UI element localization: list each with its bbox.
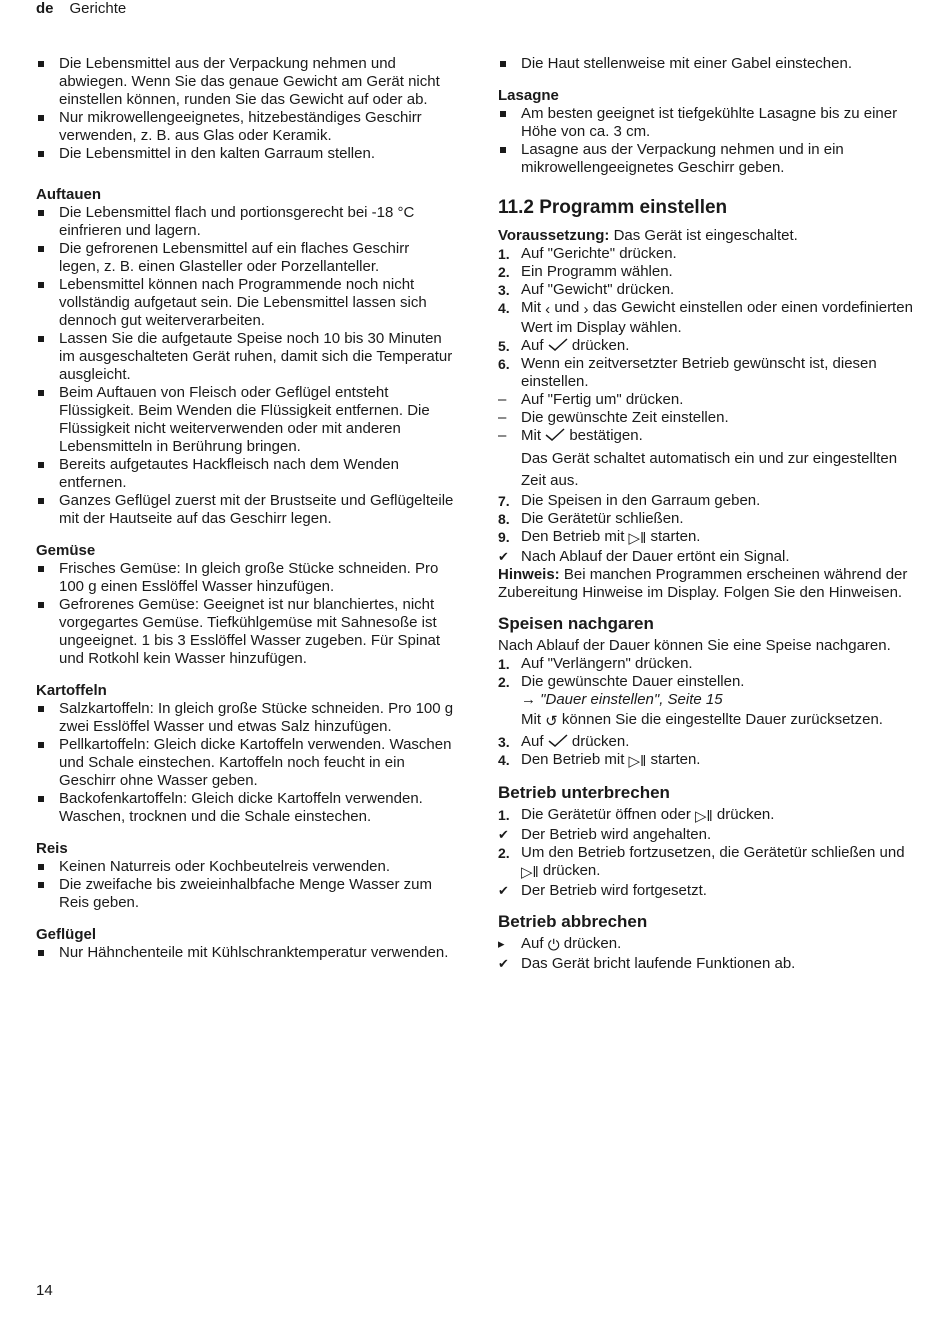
check-icon [548,338,568,352]
result-item: ✔ Der Betrieb wird angehalten. [498,826,712,843]
step-item: 2. Die gewünschte Dauer einstellen. [498,673,745,690]
gefluegel-continued-list [498,55,918,73]
unterbrechen-steps [498,806,918,826]
result-item: ✔ Das Gerät bricht laufende Funktionen ab. [498,955,796,972]
hint-label: Hinweis: [498,566,560,583]
heading-auftauen: Auftauen [36,186,101,203]
precondition-text: Das Gerät ist eingeschaltet. [613,227,798,244]
heading-gefluegel: Geflügel [36,926,97,943]
list-item: Bereits aufgetautes Hackfleisch nach dem Wenden entfernen. [36,456,454,492]
intro-list [36,55,454,163]
play-pause-icon: ▷‖ [628,753,647,770]
power-icon: ⏻ [547,937,560,954]
page-header [36,0,126,20]
step-item: 5. Auf drücken. [498,337,630,354]
step-note: Das Gerät schaltet automatisch ein und zur eingestellten Zeit aus. [521,450,898,489]
list-item: Am besten geeignet ist tiefgekühlte Lasagne bis zu einer Höhe von ca. 3 cm. [498,105,918,141]
gefluegel-list [36,944,454,962]
list-item: Frisches Gemüse: In gleich große Stücke schneiden. Pro 100 g einen Esslöffel Wasser hinzufügen. [36,560,454,596]
result-item: ✔ Der Betrieb wird fortgesetzt. [498,882,707,899]
list-item: Gefrorenes Gemüse: Geeignet ist nur blanchiertes, nicht vorgegartes Gemüse. Tiefkühlgemüse mit Sahnesoße ist ungeeignet. 1 bis 3 Esslöffel Wasser zugeben. Für Spinat und Rotkohl kein Wasser hinzufügen. [36,596,454,668]
language-code: de [36,0,54,17]
list-item: Die zweifache bis zweieinhalbfache Menge Wasser zum Reis geben. [36,876,454,912]
list-item: Beim Auftauen von Fleisch oder Geflügel entsteht Flüssigkeit. Beim Wenden die Flüssigkeit entfernen. Die Flüssigkeit nicht weiterverwenden oder mit anderen Lebensmitteln in Berührung bringen. [36,384,454,456]
kartoffeln-list [36,700,454,826]
reis-list [36,858,454,912]
step-item: 9. Den Betrieb mit ▷‖ starten. [498,528,701,547]
step-item: 2. Um den Betrieb fortzusetzen, die Gerätetür schließen und ▷‖ drücken. [498,844,905,881]
play-pause-icon: ▷‖ [521,864,539,881]
chevron-right-icon: › [583,301,589,318]
step-item: 8. Die Gerätetür schließen. [498,510,684,527]
play-pause-icon: ▷‖ [695,808,713,825]
heading-lasagne: Lasagne [498,87,559,104]
check-icon [548,734,568,748]
step-arrow-icon: ▸ [498,936,505,951]
heading-kartoffeln: Kartoffeln [36,682,107,699]
heading-abbrechen: Betrieb abbrechen [498,912,648,931]
list-item: Keinen Naturreis oder Kochbeutelreis verwenden. [36,858,454,876]
result-check-icon: ✔ [498,956,509,971]
step-item: 1. Die Gerätetür öffnen oder ▷‖ drücken. [498,806,775,825]
right-column [498,55,918,973]
step-item: 4. Den Betrieb mit ▷‖ starten. [498,751,701,770]
cross-reference-link[interactable]: → "Dauer einstellen", Seite 15 [521,691,723,708]
step-item: ▸ Auf ⏻ drücken. [498,935,622,954]
hint [498,566,918,602]
list-item: Nur mikrowellengeeignetes, hitzebeständiges Geschirr verwenden, z. B. aus Glas oder Keramik. [36,109,454,145]
heading-reis: Reis [36,840,68,857]
result-item: ✔ Nach Ablauf der Dauer ertönt ein Signal. [498,548,790,565]
list-item: Die Lebensmittel in den kalten Garraum stellen. [36,145,454,163]
chevron-left-icon: ‹ [545,301,551,318]
heading-nachgaren: Speisen nachgaren [498,614,654,633]
heading-unterbrechen: Betrieb unterbrechen [498,783,670,802]
gemuese-list [36,560,454,668]
step-item: 6. Wenn ein zeitversetzter Betrieb gewünscht ist, diesen einstellen. [498,355,877,390]
substep-item: – Die gewünschte Zeit einstellen. [498,409,729,426]
section-title-programm: 11.2 Programm einstellen [498,197,728,218]
list-item: Salzkartoffeln: In gleich große Stücke schneiden. Pro 100 g zwei Esslöffel Wasser und etwas Salz hinzufügen. [36,700,454,736]
reset-timer-icon: ↺ [545,713,558,730]
reset-note: Mit ↺ können Sie die eingestellte Dauer zurücksetzen. [498,709,918,733]
arrow-right-icon: → [521,691,536,708]
left-column [36,55,454,962]
unterbrechen-result-1 [498,826,918,844]
list-item: Lebensmittel können nach Programmende noch nicht vollständig aufgetaut sein. Die Lebensmittel lassen sich dennoch gut weiterverarbeiten. [36,276,454,330]
step-item: 1. Auf "Verlängern" drücken. [498,655,693,672]
check-icon [545,428,565,442]
list-item: Pellkartoffeln: Gleich dicke Kartoffeln verwenden. Waschen und Schale einstechen. Kartoffeln noch feucht in ein Geschirr ohne Wasser geben. [36,736,454,790]
hint-text: Bei manchen Programmen erscheinen während der Zubereitung Hinweise im Display. Folgen Sie den Hinweisen. [498,566,908,601]
section-name: Gerichte [69,0,127,17]
step-item: 1. Auf "Gerichte" drücken. [498,245,677,262]
precondition [498,227,918,245]
nachgaren-steps [498,655,918,691]
list-item: Lasagne aus der Verpackung nehmen und in ein mikrowellengeeignetes Geschirr geben. [498,141,918,177]
list-item: Ganzes Geflügel zuerst mit der Brustseite und Geflügelteile mit der Hautseite auf das Geschirr legen. [36,492,454,528]
auftauen-list [36,204,454,528]
list-item: Backofenkartoffeln: Gleich dicke Kartoffeln verwenden. Waschen, trocknen und die Schale einstechen. [36,790,454,826]
list-item: Die gefrorenen Lebensmittel auf ein flaches Geschirr legen, z. B. einen Glasteller oder Porzellanteller. [36,240,454,276]
result-check-icon: ✔ [498,883,509,898]
lasagne-list [498,105,918,177]
list-item: Die Haut stellenweise mit einer Gabel einstechen. [498,55,918,73]
precondition-label: Voraussetzung: [498,227,610,244]
result-check-icon: ✔ [498,827,509,842]
heading-gemuese: Gemüse [36,542,96,559]
programm-steps-continued [498,492,918,548]
substep-item: – Mit bestätigen. [498,427,643,444]
nachgaren-steps-continued [498,733,918,771]
list-item: Die Lebensmittel flach und portionsgerecht bei -18 °C einfrieren und lagern. [36,204,454,240]
list-item: Die Lebensmittel aus der Verpackung nehmen und abwiegen. Wenn Sie das genaue Gewicht am Gerät nicht einstellen können, runden Sie das Gewicht auf oder ab. [36,55,454,109]
unterbrechen-steps-continued [498,844,918,882]
step-item: 7. Die Speisen in den Garraum geben. [498,492,761,509]
play-pause-icon: ▷‖ [628,530,647,547]
page-number: 14 [36,1282,53,1299]
abbrechen-steps [498,935,918,973]
step-item: 4. Mit ‹ und › das Gewicht einstellen oder einen vordefinierten Wert im Display wählen. [498,299,913,336]
substep-item: – Auf "Fertig um" drücken. [498,391,684,408]
step-item: 3. Auf "Gewicht" drücken. [498,281,675,298]
programm-result [498,548,918,566]
step-item: 3. Auf drücken. [498,733,630,750]
step-item: 2. Ein Programm wählen. [498,263,673,280]
programm-substeps [498,391,918,445]
result-check-icon: ✔ [498,549,509,564]
unterbrechen-result-2 [498,882,918,900]
programm-steps [498,245,918,391]
list-item: Lassen Sie die aufgetaute Speise noch 10 bis 30 Minuten im ausgeschalteten Gerät ruhen, damit sich die Temperatur ausgleicht. [36,330,454,384]
nachgaren-intro: Nach Ablauf der Dauer können Sie eine Speise nachgaren. [498,637,891,654]
list-item: Nur Hähnchenteile mit Kühlschranktemperatur verwenden. [36,944,454,962]
